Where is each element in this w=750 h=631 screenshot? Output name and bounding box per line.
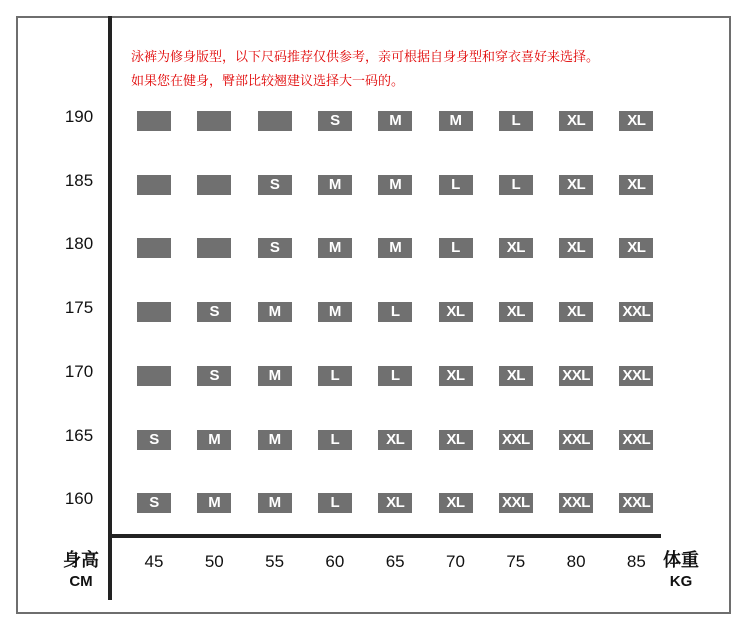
x-tick-label: 70 <box>446 552 465 571</box>
size-cell: S <box>318 111 352 131</box>
size-cell: XXL <box>619 493 653 513</box>
size-cell: L <box>318 366 352 386</box>
size-cell: XL <box>619 238 653 258</box>
size-cell: L <box>378 366 412 386</box>
size-cell: XL <box>559 175 593 195</box>
y-tick-label: 190 <box>64 107 94 126</box>
y-axis-label: 身高 <box>63 550 99 571</box>
size-cell-empty <box>137 238 171 258</box>
size-cell: S <box>258 175 292 195</box>
size-cell: XL <box>499 302 533 322</box>
size-cell: XL <box>439 493 473 513</box>
size-cell-empty <box>137 111 171 131</box>
y-axis-line <box>108 16 112 600</box>
x-tick-label: 80 <box>566 552 586 571</box>
y-tick-label: 170 <box>64 361 94 381</box>
size-cell: XXL <box>559 493 593 513</box>
size-cell: XL <box>378 493 412 513</box>
x-tick-label: 65 <box>385 552 405 571</box>
size-cell: L <box>318 493 352 513</box>
x-axis-line <box>108 534 661 538</box>
x-tick-label: 75 <box>506 552 526 571</box>
size-cell: XL <box>439 366 473 386</box>
size-cell: XL <box>378 430 412 450</box>
size-cell: M <box>258 493 292 513</box>
size-cell: XXL <box>619 302 653 322</box>
size-cell-empty <box>137 175 171 195</box>
y-tick-label: 180 <box>64 234 94 254</box>
x-axis-unit: KG <box>669 573 693 590</box>
size-note-line-1: 泳裤为修身版型，以下尺码推荐仅供参考，亲可根据自身身型和穿衣喜好来选择。 <box>131 50 600 65</box>
size-cell: M <box>318 238 352 258</box>
size-cell: L <box>439 238 473 258</box>
size-cell-empty <box>197 111 231 131</box>
x-tick-label: 60 <box>325 552 345 571</box>
size-note-line-2: 如果您在健身，臀部比较翘建议选择大一码的。 <box>131 74 405 89</box>
size-cell: L <box>499 175 533 195</box>
size-cell: M <box>258 430 292 450</box>
size-cell-empty <box>137 302 171 322</box>
size-cell: XL <box>559 302 593 322</box>
size-cell: M <box>258 366 292 386</box>
y-tick-label: 175 <box>64 298 94 318</box>
x-tick-label: 50 <box>204 552 224 571</box>
size-cell: XXL <box>499 493 533 513</box>
y-axis-title <box>56 550 106 592</box>
y-tick-label: 165 <box>64 425 94 445</box>
size-cell: XL <box>619 175 653 195</box>
size-cell: XXL <box>559 430 593 450</box>
size-cell: M <box>318 175 352 195</box>
size-cell: M <box>258 302 292 322</box>
y-tick-label: 160 <box>64 489 94 509</box>
y-tick-label: 185 <box>64 170 94 190</box>
size-cell: XXL <box>559 366 593 386</box>
size-cell: M <box>197 430 231 450</box>
size-cell: S <box>137 430 171 450</box>
size-cell-empty <box>258 111 292 131</box>
y-axis-unit: CM <box>69 573 93 590</box>
size-cell-empty <box>197 238 231 258</box>
size-cell: L <box>439 175 473 195</box>
size-cell: XL <box>619 111 653 131</box>
size-cell: M <box>197 493 231 513</box>
size-cell: XL <box>439 430 473 450</box>
size-cell-empty <box>137 366 171 386</box>
size-cell: S <box>137 493 171 513</box>
x-tick-label: 45 <box>144 552 164 571</box>
size-cell: L <box>318 430 352 450</box>
size-cell: M <box>378 175 412 195</box>
size-cell: XL <box>499 238 533 258</box>
size-cell-empty <box>197 175 231 195</box>
size-cell: L <box>378 302 412 322</box>
x-axis-title <box>656 550 706 592</box>
size-cell: M <box>439 111 473 131</box>
size-cell: S <box>197 302 231 322</box>
size-cell: M <box>378 111 412 131</box>
size-cell: M <box>378 238 412 258</box>
size-cell: XL <box>499 366 533 386</box>
size-cell: M <box>318 302 352 322</box>
size-cell: S <box>197 366 231 386</box>
x-tick-label: 85 <box>626 552 646 571</box>
x-axis-label: 体重 <box>663 550 699 571</box>
size-cell: S <box>258 238 292 258</box>
size-cell: XXL <box>619 430 653 450</box>
x-tick-label: 55 <box>265 552 285 571</box>
size-cell: XXL <box>499 430 533 450</box>
size-cell: XL <box>559 111 593 131</box>
size-cell: L <box>499 111 533 131</box>
size-cell: XL <box>439 302 473 322</box>
size-cell: XL <box>559 238 593 258</box>
size-cell: XXL <box>619 366 653 386</box>
